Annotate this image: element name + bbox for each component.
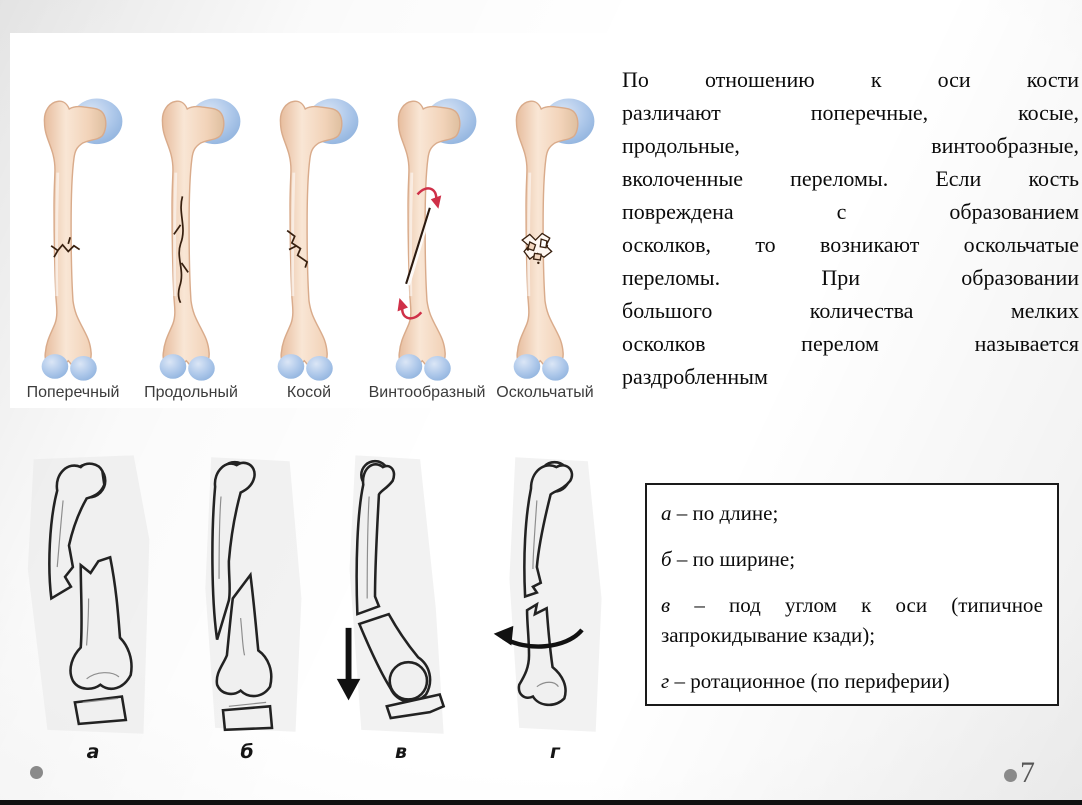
nav-dot-right bbox=[1004, 769, 1017, 782]
bone-label-spiral: Винтообразный bbox=[368, 384, 486, 401]
bone-label-transverse: Поперечный bbox=[26, 384, 120, 401]
sketch-length-displacement bbox=[17, 451, 169, 763]
text-line: большого количества мелких bbox=[622, 298, 1079, 323]
sketch-label-a: а bbox=[86, 741, 100, 763]
text-line: повреждена с образованием bbox=[622, 199, 1079, 224]
femur-comminuted-illustration bbox=[488, 82, 602, 382]
main-text-block bbox=[622, 63, 1079, 393]
text-line: осколков перелом называется bbox=[622, 331, 1079, 356]
text-line: переломы. При образовании bbox=[622, 265, 1079, 290]
sketch-label-b: б bbox=[240, 741, 254, 763]
legend-text: – под углом к оси (типичное запрокидывание кзади); bbox=[661, 593, 1044, 647]
text-line: различают поперечные, косые, bbox=[622, 100, 1079, 125]
legend-letter: в bbox=[661, 593, 671, 617]
sketch-width-displacement bbox=[171, 451, 323, 763]
bone-label-oblique: Косой bbox=[286, 384, 332, 401]
legend-letter: а bbox=[661, 501, 672, 525]
text-line: осколков, то возникают оскольчатые bbox=[622, 232, 1079, 257]
legend-letter: б bbox=[661, 547, 672, 571]
text-line: По отношению к оси кости bbox=[622, 67, 1079, 92]
sketch-label-g: г bbox=[550, 741, 560, 763]
femur-spiral-illustration bbox=[370, 82, 484, 382]
text-line: вколоченные переломы. Если кость bbox=[622, 166, 1079, 191]
legend-item-b bbox=[661, 544, 1043, 574]
femur-transverse-illustration bbox=[16, 82, 130, 382]
displacement-figure bbox=[16, 441, 632, 763]
legend-box bbox=[645, 483, 1059, 706]
text-line: продольные, винтообразные, bbox=[622, 133, 1079, 158]
nav-dot-left bbox=[30, 766, 43, 779]
legend-item-g bbox=[661, 666, 1043, 696]
bone-spiral bbox=[368, 82, 486, 402]
bone-transverse bbox=[14, 82, 132, 402]
sketch-a-illustration bbox=[18, 451, 168, 741]
bottom-edge-bar bbox=[0, 800, 1082, 805]
legend-letter: г bbox=[661, 669, 670, 693]
legend-item-v bbox=[661, 590, 1043, 650]
bone-comminuted bbox=[486, 82, 604, 402]
fracture-types-figure bbox=[10, 33, 608, 408]
legend-text: – по ширине; bbox=[676, 547, 796, 571]
femur-oblique-illustration bbox=[252, 82, 366, 382]
bone-longitudinal bbox=[132, 82, 250, 402]
page-number: 7 bbox=[1020, 756, 1035, 789]
sketch-b-illustration bbox=[172, 451, 322, 741]
sketch-angular-displacement bbox=[325, 451, 477, 763]
bone-oblique bbox=[250, 82, 368, 402]
text-line: раздробленным bbox=[622, 364, 768, 389]
sketch-v-illustration bbox=[326, 451, 476, 741]
sketch-label-v: в bbox=[394, 741, 408, 763]
bone-label-comminuted: Оскольчатый bbox=[496, 384, 594, 401]
legend-text: – ротационное (по периферии) bbox=[674, 669, 950, 693]
legend-item-a bbox=[661, 498, 1043, 528]
femur-longitudinal-illustration bbox=[134, 82, 248, 382]
bone-label-longitudinal: Продольный bbox=[144, 384, 238, 401]
sketch-g-illustration bbox=[480, 451, 630, 741]
sketch-rotational-displacement bbox=[479, 451, 631, 763]
legend-text: – по длине; bbox=[676, 501, 779, 525]
